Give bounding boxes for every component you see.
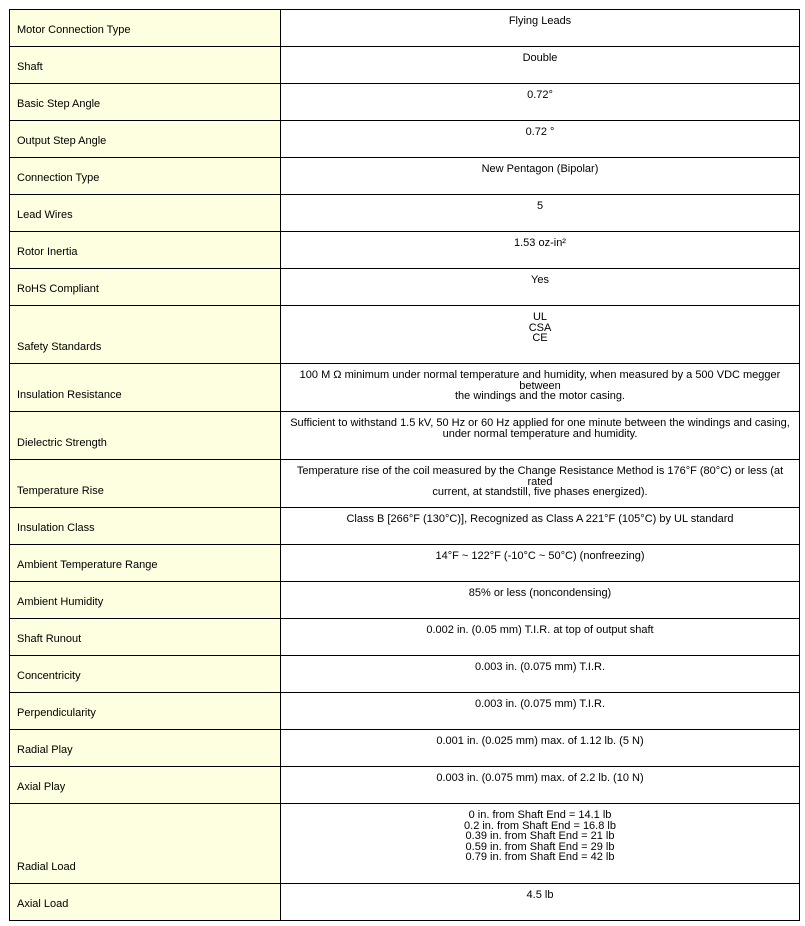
spec-value [281,47,800,84]
spec-row [10,269,800,306]
spec-value-line: 0.001 in. (0.025 mm) max. of 1.12 lb. (5 N) [436,735,644,747]
spec-value [281,232,800,269]
spec-row [10,412,800,460]
spec-label: RoHS Compliant [10,269,281,306]
spec-row [10,693,800,730]
spec-label: Insulation Resistance [10,364,281,412]
spec-value [281,84,800,121]
spec-value-line: 1.53 oz-in² [514,237,566,249]
spec-value-line: CSA [528,321,552,334]
spec-label: Perpendicularity [10,693,281,730]
spec-label: Axial Load [10,884,281,921]
spec-row [10,545,800,582]
spec-value-line: 0.59 in. from Shaft End = 29 lb [465,840,615,853]
spec-value-line: Double [522,52,558,64]
spec-value-line: current, at standstill, five phases energized). [432,486,648,498]
spec-table-body [10,10,800,921]
spec-row [10,767,800,804]
spec-row [10,232,800,269]
spec-value-line: Flying Leads [508,15,572,27]
spec-value [281,306,800,364]
spec-label: Basic Step Angle [10,84,281,121]
spec-value-line: Class B [266°F (130°C)], Recognized as Class A 221°F (105°C) by UL standard [346,513,734,525]
spec-value-line: 0.002 in. (0.05 mm) T.I.R. at top of output shaft [426,624,654,636]
spec-value-line: New Pentagon (Bipolar) [481,163,599,175]
spec-label: Shaft Runout [10,619,281,656]
spec-value [281,269,800,306]
spec-label: Rotor Inertia [10,232,281,269]
spec-label: Connection Type [10,158,281,195]
spec-row [10,364,800,412]
spec-value [281,582,800,619]
spec-label: Shaft [10,47,281,84]
spec-value [281,195,800,232]
spec-value [281,804,800,884]
spec-label: Motor Connection Type [10,10,281,47]
spec-row [10,460,800,508]
spec-row [10,730,800,767]
spec-value-line: 0.003 in. (0.075 mm) T.I.R. [474,698,606,710]
spec-value [281,364,800,412]
spec-label: Dielectric Strength [10,412,281,460]
spec-value-line: 5 [536,200,544,212]
spec-value-line: 0 in. from Shaft End = 14.1 lb [468,809,612,821]
spec-row [10,121,800,158]
spec-value-line: 100 M Ω minimum under normal temperature and humidity, when measured by a 500 VDC megger between [299,369,781,392]
spec-value [281,656,800,693]
spec-row [10,619,800,656]
spec-row [10,158,800,195]
spec-value [281,121,800,158]
spec-value-line: the windings and the motor casing. [455,390,625,402]
spec-value-line: 0.003 in. (0.075 mm) T.I.R. [474,661,606,673]
spec-value-line: UL [532,311,548,323]
spec-value [281,693,800,730]
spec-value-line: 0.003 in. (0.075 mm) max. of 2.2 lb. (10 N) [436,772,644,784]
spec-label: Lead Wires [10,195,281,232]
spec-label: Ambient Temperature Range [10,545,281,582]
spec-value [281,884,800,921]
spec-row [10,47,800,84]
spec-table-container [9,9,800,921]
spec-label: Ambient Humidity [10,582,281,619]
spec-row [10,306,800,364]
spec-row [10,10,800,47]
spec-value [281,412,800,460]
spec-label: Temperature Rise [10,460,281,508]
spec-row [10,884,800,921]
spec-value-line: 0.72 ° [525,126,555,138]
spec-row [10,84,800,121]
spec-value [281,10,800,47]
spec-row [10,582,800,619]
spec-value-line: 0.2 in. from Shaft End = 16.8 lb [464,819,616,832]
spec-value-line: Sufficient to withstand 1.5 kV, 50 Hz or 60 Hz applied for one minute between the windings and casing, [290,417,790,429]
spec-value [281,158,800,195]
spec-value-line: 4.5 lb [526,889,554,901]
spec-row [10,656,800,693]
spec-row [10,804,800,884]
spec-value [281,767,800,804]
spec-value [281,730,800,767]
spec-value [281,508,800,545]
spec-value-line: 0.79 in. from Shaft End = 42 lb [465,851,615,863]
spec-value-line: 0.39 in. from Shaft End = 21 lb [465,830,615,842]
spec-value-line: 85% or less (noncondensing) [468,587,612,599]
spec-label: Radial Play [10,730,281,767]
spec-row [10,195,800,232]
spec-value [281,460,800,508]
spec-label: Output Step Angle [10,121,281,158]
spec-value-line: 0.72° [527,89,553,101]
spec-label: Axial Play [10,767,281,804]
spec-table [9,9,800,921]
spec-value-line: 14°F ~ 122°F (-10°C ~ 50°C) (nonfreezing) [435,550,645,562]
spec-label: Concentricity [10,656,281,693]
spec-row [10,508,800,545]
spec-label: Safety Standards [10,306,281,364]
spec-value-line: under normal temperature and humidity. [442,427,638,440]
spec-value [281,545,800,582]
spec-value [281,619,800,656]
spec-value-line: Yes [531,274,549,286]
spec-value-line: Temperature rise of the coil measured by the Change Resistance Method is 176°F (80°C) or less (at rated [296,465,784,488]
spec-label: Insulation Class [10,508,281,545]
spec-label: Radial Load [10,804,281,884]
spec-value-line: CE [532,332,548,344]
